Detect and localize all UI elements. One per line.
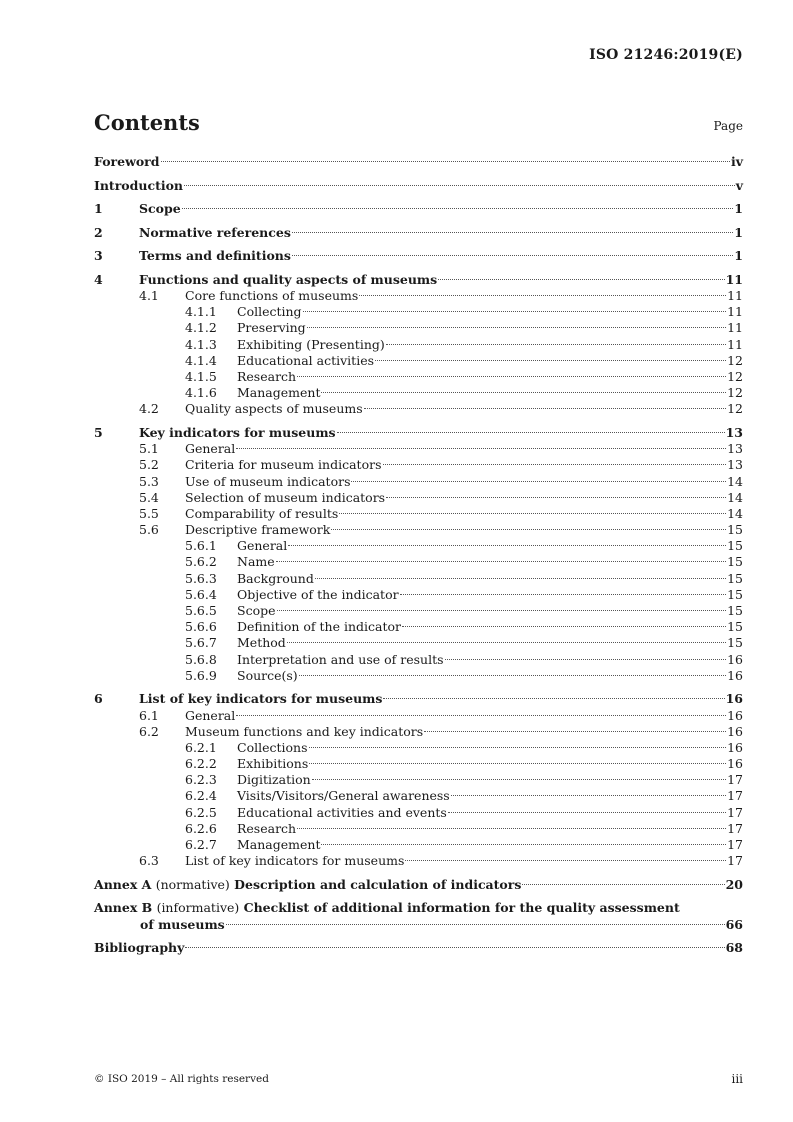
annex-b-title-line1: Checklist of additional information for the quality assessment bbox=[243, 900, 680, 916]
toc-entry-title: Objective of the indicator bbox=[237, 586, 399, 602]
toc-entry[interactable] bbox=[94, 821, 743, 837]
toc-entry[interactable] bbox=[94, 506, 743, 522]
toc-entry-title: Normative references bbox=[139, 224, 291, 240]
toc-entry-title: Visits/Visitors/General awareness bbox=[237, 788, 450, 804]
toc-entry[interactable] bbox=[94, 154, 743, 170]
toc-entry[interactable] bbox=[94, 603, 743, 619]
toc-entry-page: 17 bbox=[727, 804, 743, 820]
toc-entry-page: 15 bbox=[727, 635, 743, 651]
toc-entry-page: iv bbox=[730, 154, 743, 169]
toc-entry-page: 14 bbox=[727, 473, 743, 489]
toc-entry-page: 17 bbox=[727, 820, 743, 836]
toc-entry-number: 6.2.4 bbox=[185, 788, 217, 804]
annex-b-page: 66 bbox=[725, 916, 743, 932]
toc-entry-number: 6.2.2 bbox=[185, 756, 217, 772]
toc-entry-page: 11 bbox=[727, 320, 743, 336]
dot-leader bbox=[375, 360, 726, 361]
toc-entry-annex-b[interactable] bbox=[94, 900, 743, 932]
toc-entry-number: 6.2.5 bbox=[185, 804, 217, 820]
dot-leader bbox=[292, 255, 733, 256]
toc-entries bbox=[94, 154, 743, 869]
toc-entry-page: 15 bbox=[727, 603, 743, 619]
dot-leader bbox=[438, 279, 724, 280]
toc-entry[interactable] bbox=[94, 401, 743, 417]
toc-entry[interactable] bbox=[94, 474, 743, 490]
toc-entry-number: 4.1.3 bbox=[185, 336, 217, 352]
toc-entry-title: Source(s) bbox=[237, 667, 298, 683]
copyright-notice: © ISO 2019 – All rights reserved bbox=[94, 1073, 269, 1085]
toc-entry[interactable] bbox=[94, 619, 743, 635]
toc-entry-title: Core functions of museums bbox=[185, 288, 359, 304]
toc-entry-number: 5.6 bbox=[139, 522, 159, 538]
toc-entry-title: Key indicators for museums bbox=[139, 424, 336, 440]
toc-entry[interactable] bbox=[94, 353, 743, 369]
dot-leader bbox=[297, 828, 726, 829]
toc-entry-number: 4.1.6 bbox=[185, 385, 217, 401]
dot-leader bbox=[402, 626, 726, 627]
toc-entry-page: 11 bbox=[727, 336, 743, 352]
toc-entry-number: 5.6.4 bbox=[185, 586, 217, 602]
toc-entry[interactable] bbox=[94, 425, 743, 441]
toc-entry[interactable] bbox=[94, 668, 743, 684]
dot-leader bbox=[307, 327, 726, 328]
dot-leader bbox=[351, 481, 726, 482]
annex-a-heading bbox=[94, 877, 521, 893]
toc-entry[interactable] bbox=[94, 805, 743, 821]
toc-entry-title: Research bbox=[237, 820, 297, 836]
toc-entry-number: 5.6.7 bbox=[185, 635, 217, 651]
toc-entry[interactable] bbox=[94, 522, 743, 538]
toc-entry-title: Definition of the indicator bbox=[237, 619, 401, 635]
toc-entry-number: 4.1.4 bbox=[185, 352, 217, 368]
toc-entry-page: 16 bbox=[727, 756, 743, 772]
toc-entry-number: 5.6.2 bbox=[185, 554, 217, 570]
dot-leader bbox=[226, 924, 725, 925]
toc-entry-page: 16 bbox=[727, 667, 743, 683]
toc-entry-title: Quality aspects of museums bbox=[185, 401, 363, 417]
toc-entry-number: 6.3 bbox=[139, 853, 159, 869]
toc-entry-page: 13 bbox=[727, 441, 743, 457]
toc-entry-page: 12 bbox=[727, 401, 743, 417]
toc-entry-number: 5.3 bbox=[139, 473, 159, 489]
toc-entry-page: 13 bbox=[727, 457, 743, 473]
toc-entry-page: 1 bbox=[734, 201, 743, 217]
toc-entry-bibliography[interactable] bbox=[94, 940, 743, 956]
dot-leader bbox=[185, 947, 724, 948]
table-of-contents bbox=[94, 154, 743, 956]
dot-leader bbox=[359, 295, 726, 296]
dot-leader bbox=[386, 344, 726, 345]
dot-leader bbox=[383, 698, 724, 699]
toc-entry-number: 6.2.3 bbox=[185, 772, 217, 788]
toc-entry-page: 12 bbox=[727, 385, 743, 401]
dot-leader bbox=[400, 594, 727, 595]
toc-entry[interactable] bbox=[94, 635, 743, 651]
dot-leader bbox=[405, 860, 726, 861]
dot-leader bbox=[448, 812, 726, 813]
toc-entry-page: 1 bbox=[734, 248, 743, 264]
toc-entry-number: 6.2.7 bbox=[185, 837, 217, 853]
toc-entry-number: 6 bbox=[94, 691, 103, 707]
toc-entry-title: Exhibitions bbox=[237, 756, 309, 772]
toc-entry-title: List of key indicators for museums bbox=[185, 853, 405, 869]
toc-entry-number: 6.2.1 bbox=[185, 739, 217, 755]
bibliography-label: Bibliography bbox=[94, 940, 185, 956]
toc-entry-number: 5.1 bbox=[139, 441, 159, 457]
toc-entry-title: Terms and definitions bbox=[139, 248, 291, 264]
toc-entry-number: 4.1.2 bbox=[185, 320, 217, 336]
dot-leader bbox=[303, 311, 727, 312]
dot-leader bbox=[236, 715, 726, 716]
page-title: Contents bbox=[94, 110, 200, 135]
dot-leader bbox=[321, 392, 726, 393]
toc-entry[interactable] bbox=[94, 178, 743, 194]
toc-entry[interactable] bbox=[94, 320, 743, 336]
toc-entry-page: 1 bbox=[734, 224, 743, 240]
toc-entry[interactable] bbox=[94, 571, 743, 587]
dot-leader bbox=[315, 578, 726, 579]
toc-entry[interactable] bbox=[94, 554, 743, 570]
annex-b-second-line bbox=[94, 917, 743, 933]
toc-entry-number: 6.2.6 bbox=[185, 820, 217, 836]
toc-entry-number: 5.5 bbox=[139, 505, 159, 521]
toc-entry-title: Name bbox=[237, 554, 275, 570]
toc-entry-title: Functions and quality aspects of museums bbox=[139, 271, 438, 287]
annex-a-label: Annex A bbox=[94, 876, 152, 892]
toc-entry-page: 15 bbox=[727, 554, 743, 570]
toc-entry-number: 6.2 bbox=[139, 723, 159, 739]
toc-entry-page: 15 bbox=[727, 619, 743, 635]
dot-leader bbox=[522, 884, 724, 885]
toc-entry-page: 16 bbox=[727, 707, 743, 723]
toc-entry[interactable] bbox=[94, 457, 743, 473]
dot-leader bbox=[337, 432, 725, 433]
toc-entry[interactable] bbox=[94, 772, 743, 788]
toc-entry-title: Foreword bbox=[94, 154, 160, 169]
toc-entry-number: 5.6.5 bbox=[185, 603, 217, 619]
annex-b-title-line2: of museums bbox=[140, 916, 225, 932]
toc-entry-title: Method bbox=[237, 635, 286, 651]
annex-a-type: (normative) bbox=[155, 876, 230, 892]
bibliography-page: 68 bbox=[725, 940, 743, 956]
toc-entry[interactable] bbox=[94, 304, 743, 320]
toc-entry-number: 2 bbox=[94, 224, 103, 240]
toc-entry[interactable] bbox=[94, 337, 743, 353]
toc-entry-page: 16 bbox=[727, 651, 743, 667]
toc-entry-page: 14 bbox=[727, 505, 743, 521]
dot-leader bbox=[445, 659, 727, 660]
dot-leader bbox=[312, 779, 726, 780]
toc-entry[interactable] bbox=[94, 201, 743, 217]
annex-b-heading bbox=[94, 900, 743, 916]
toc-entry-page: 11 bbox=[727, 288, 743, 304]
dot-leader bbox=[383, 464, 727, 465]
dot-leader bbox=[287, 642, 726, 643]
toc-entry-title: Comparability of results bbox=[185, 505, 339, 521]
dot-leader bbox=[451, 795, 726, 796]
toc-entry-page: 16 bbox=[727, 739, 743, 755]
toc-entry-title: Scope bbox=[139, 201, 181, 217]
toc-entry-page: 11 bbox=[725, 271, 743, 287]
toc-entry[interactable] bbox=[94, 385, 743, 401]
toc-entry-title: Exhibiting (Presenting) bbox=[237, 336, 385, 352]
dot-leader bbox=[386, 497, 726, 498]
toc-entry-title: Interpretation and use of results bbox=[237, 651, 444, 667]
dot-leader bbox=[297, 376, 726, 377]
dot-leader bbox=[309, 763, 726, 764]
toc-entry-title: Selection of museum indicators bbox=[185, 489, 386, 505]
toc-entry-page: 15 bbox=[727, 570, 743, 586]
dot-leader bbox=[299, 675, 726, 676]
toc-entry[interactable] bbox=[94, 538, 743, 554]
dot-leader bbox=[424, 731, 726, 732]
toc-entry-title: General bbox=[185, 707, 236, 723]
toc-entry[interactable] bbox=[94, 788, 743, 804]
dot-leader bbox=[309, 747, 727, 748]
dot-leader bbox=[182, 208, 734, 209]
toc-entry[interactable] bbox=[94, 587, 743, 603]
toc-entry-number: 5.6.6 bbox=[185, 619, 217, 635]
toc-entry-number: 5.4 bbox=[139, 489, 159, 505]
dot-leader bbox=[236, 448, 726, 449]
toc-entry-page: 16 bbox=[725, 691, 743, 707]
toc-entry-title: List of key indicators for museums bbox=[139, 691, 383, 707]
toc-entry-number: 1 bbox=[94, 201, 103, 217]
standard-code: ISO 21246:2019(E) bbox=[589, 47, 743, 63]
toc-entry-page: 15 bbox=[727, 522, 743, 538]
page-number: iii bbox=[731, 1072, 743, 1086]
toc-entry-number: 4.2 bbox=[139, 401, 159, 417]
toc-entry[interactable] bbox=[94, 652, 743, 668]
dot-leader bbox=[339, 513, 726, 514]
toc-entry-number: 5.2 bbox=[139, 457, 159, 473]
dot-leader bbox=[364, 408, 726, 409]
annex-b-type: (informative) bbox=[156, 900, 240, 916]
toc-entry-page: 15 bbox=[727, 538, 743, 554]
annex-a-title: Description and calculation of indicators bbox=[234, 876, 522, 892]
toc-entry-page: 17 bbox=[727, 788, 743, 804]
toc-entry-title: Collecting bbox=[237, 304, 302, 320]
toc-entry-page: 11 bbox=[727, 304, 743, 320]
toc-entry-number: 3 bbox=[94, 248, 103, 264]
toc-entry-number: 4.1.1 bbox=[185, 304, 217, 320]
toc-entry-number: 4.1 bbox=[139, 288, 159, 304]
toc-entry-page: 15 bbox=[727, 586, 743, 602]
toc-entry-page: 16 bbox=[727, 723, 743, 739]
toc-entry-page: 17 bbox=[727, 772, 743, 788]
annex-a-page: 20 bbox=[725, 876, 743, 892]
toc-entry-title: Descriptive framework bbox=[185, 522, 331, 538]
annex-b-label: Annex B bbox=[94, 900, 153, 916]
toc-entry-number: 5.6.9 bbox=[185, 667, 217, 683]
toc-entry[interactable] bbox=[94, 490, 743, 506]
toc-entry-title: Management bbox=[237, 385, 321, 401]
toc-entry[interactable] bbox=[94, 225, 743, 241]
toc-entry[interactable] bbox=[94, 691, 743, 707]
toc-entry[interactable] bbox=[94, 288, 743, 304]
dot-leader bbox=[321, 844, 726, 845]
toc-entry-number: 4 bbox=[94, 271, 103, 287]
toc-entry-title: Preserving bbox=[237, 320, 306, 336]
toc-entry-title: Criteria for museum indicators bbox=[185, 457, 382, 473]
toc-entry-page: 12 bbox=[727, 369, 743, 385]
toc-entry[interactable] bbox=[94, 740, 743, 756]
toc-entry-number: 5.6.8 bbox=[185, 651, 217, 667]
toc-entry-title: General bbox=[185, 441, 236, 457]
toc-entry-title: Background bbox=[237, 570, 314, 586]
toc-entry-title: Digitization bbox=[237, 772, 311, 788]
dot-leader bbox=[276, 561, 726, 562]
toc-entry-title: Introduction bbox=[94, 177, 184, 193]
toc-entry-title: Educational activities bbox=[237, 352, 375, 368]
toc-entry-page: v bbox=[735, 177, 743, 193]
toc-entry-title: Museum functions and key indicators bbox=[185, 723, 424, 739]
toc-entry-number: 6.1 bbox=[139, 707, 159, 723]
toc-entry[interactable] bbox=[94, 708, 743, 724]
dot-leader bbox=[331, 529, 726, 530]
toc-entry-title: Scope bbox=[237, 603, 276, 619]
toc-entry-title: General bbox=[237, 538, 288, 554]
toc-entry[interactable] bbox=[94, 272, 743, 288]
toc-entry-page: 14 bbox=[727, 489, 743, 505]
toc-entry-number: 5.6.1 bbox=[185, 538, 217, 554]
toc-entry[interactable] bbox=[94, 369, 743, 385]
toc-entry-title: Collections bbox=[237, 739, 308, 755]
toc-entry-number: 5 bbox=[94, 424, 103, 440]
toc-entry-number: 4.1.5 bbox=[185, 369, 217, 385]
page-column-label: Page bbox=[713, 119, 743, 133]
toc-entry[interactable] bbox=[94, 756, 743, 772]
toc-entry-number: 5.6.3 bbox=[185, 570, 217, 586]
toc-entry[interactable] bbox=[94, 837, 743, 853]
toc-entry-title: Management bbox=[237, 837, 321, 853]
toc-entry[interactable] bbox=[94, 724, 743, 740]
toc-entry-page: 12 bbox=[727, 352, 743, 368]
dot-leader bbox=[161, 161, 730, 162]
toc-entry[interactable] bbox=[94, 853, 743, 869]
dot-leader bbox=[184, 185, 735, 186]
toc-entry-page: 17 bbox=[727, 853, 743, 869]
toc-entry-title: Use of museum indicators bbox=[185, 473, 351, 489]
toc-entry[interactable] bbox=[94, 441, 743, 457]
toc-entry[interactable] bbox=[94, 248, 743, 264]
toc-entry-page: 17 bbox=[727, 837, 743, 853]
toc-entry-title: Educational activities and events bbox=[237, 804, 447, 820]
toc-entry-title: Research bbox=[237, 369, 297, 385]
toc-entry-page: 13 bbox=[725, 424, 743, 440]
toc-entry-annex-a[interactable] bbox=[94, 877, 743, 893]
dot-leader bbox=[288, 545, 726, 546]
dot-leader bbox=[277, 610, 727, 611]
dot-leader bbox=[292, 232, 733, 233]
